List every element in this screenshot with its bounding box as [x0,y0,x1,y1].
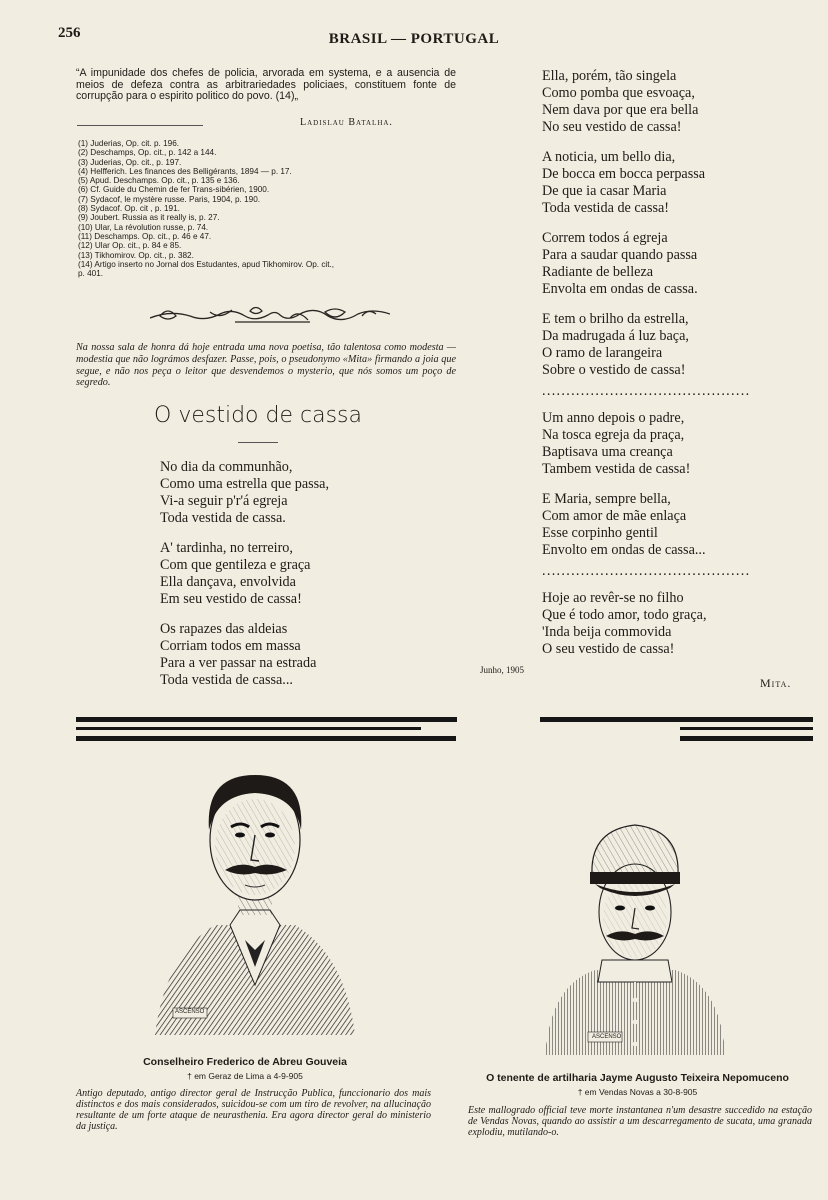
portrait-caption-name: O tenente de artilharia Jayme Augusto Teixeira Nepomuceno [486,1072,789,1084]
divider-bar [76,727,421,730]
footnote: (7) Sydacof, le mystère russe. Paris, 1904, p. 190. [78,194,261,204]
verse-line: A' tardinha, no terreiro, [160,540,293,556]
portrait-caption-text: Este mallogrado official teve morte instantanea n'um desastre succedido na estação de Vendas Novas, quando ao assistir a um descarregamento de sucata, uma granada explodiu, mutilando-o. [468,1105,812,1138]
verse-line: Nem dava por que era bella [542,102,699,118]
stanza [542,68,750,136]
footnote: (2) Deschamps, Op. cit., p. 142 a 144. [78,148,217,158]
footnote: (13) Tikhomirov. Op. cit., p. 382. [78,250,194,260]
footnote: (6) Cf. Guide du Chemin de fer Trans-sibérien, 1900. [78,185,270,195]
portrait-caption-death: † em Geraz de Lima a 4-9-905 [187,1071,303,1081]
verse-line: Em seu vestido de cassa! [160,591,302,607]
stanza [542,230,750,298]
verse-line: De bocca em bocca perpassa [542,166,706,182]
footnote: (12) Ular Op. cit., p. 84 e 85. [78,241,182,251]
author-divider [77,125,203,126]
stanza [542,311,750,379]
divider-bar [680,736,813,741]
poem-title: O vestido de cassa [154,403,362,428]
quote-text: “A impunidade dos chefes de policia, arvorada em systema, e a ausencia de meios de defeza contra as arbitrariedades policiaes, constituem fonte de corrupção para o espirito politico do povo. (14)„ [76,67,456,102]
footnote: (3) Juderias, Op. cit., p. 197. [78,157,182,167]
footnote: (4) Helfferich. Les finances des Belligérants, 1894 — p. 17. [78,166,292,176]
divider-bar [76,717,457,722]
ornament-divider-icon [150,302,390,328]
verse-line: Na tosca egreja da praça, [542,427,685,443]
verse-line: Envolta em ondas de cassa. [542,281,698,297]
verse-line: No dia da communhão, [160,459,293,475]
footnote: (11) Deschamps. Op. cit., p. 46 e 47. [78,231,212,241]
verse-line: Envolto em ondas de cassa... [542,542,706,558]
stanza [542,410,750,478]
ellipsis-divider: ........................................... [542,563,751,579]
verse-line: Toda vestida de cassa... [160,672,293,688]
verse-line: Corriam todos em massa [160,638,301,654]
verse-line: Toda vestida de cassa. [160,510,286,526]
verse-line: Da madrugada á luz baça, [542,328,689,344]
verse-line: O seu vestido de cassa! [542,641,675,657]
footnote: (9) Joubert. Russia as it really is, p. 27. [78,213,220,223]
verse-line: Tambem vestida de cassa! [542,461,691,477]
stanza [542,590,750,658]
verse-line: Sobre o vestido de cassa! [542,362,686,378]
verse-line: No seu vestido de cassa! [542,119,682,135]
verse-line: Como pomba que esvoaça, [542,85,695,101]
poem-signature: Mita. [760,676,792,690]
portrait-engraving-nepomuceno [540,800,730,1060]
portrait-caption-death: † em Vendas Novas a 30-8-905 [577,1087,698,1097]
title-divider [238,442,278,443]
verse-line: Radiante de belleza [542,264,654,280]
verse-line: De que ia casar Maria [542,183,667,199]
footnote: (14) Artigo inserto no Jornal dos Estudantes, apud Tikhomirov. Op. cit., [78,259,335,269]
footnote: (8) Sydacof. Op. cit , p. 191. [78,204,180,214]
verse-line: Como uma estrella que passa, [160,476,330,492]
page-number: 256 [58,25,81,41]
ellipsis-divider: ........................................... [542,383,751,399]
verse-line: Para a saudar quando passa [542,247,698,263]
portrait-caption-text: Antigo deputado, antigo director geral de Instrucção Publica, funccionario dos mais distinctos e dos mais considerados, suicidou-se com um tiro de revolver, na allucinação resultante de um forte ataque de neurasthenia. Era agora director geral do ministerio da justiça. [76,1088,431,1132]
verse-line: 'Inda beija commovida [542,624,672,640]
stanza [160,540,329,608]
stanza [542,149,750,217]
verse-line: Ella, porém, tão singela [542,68,677,84]
divider-bar [540,717,813,722]
footnote: (10) Ular, La révolution russe, p. 74. [78,222,209,232]
verse-line: A noticia, um bello dia, [542,149,676,165]
verse-line: Com amor de mãe enlaça [542,508,687,524]
verse-line: Os rapazes das aldeias [160,621,288,637]
verse-line: Que é todo amor, todo graça, [542,607,707,623]
verse-line: Ella dançava, envolvida [160,574,296,590]
verse-line: Esse corpinho gentil [542,525,658,541]
poem-date: Junho, 1905 [480,665,525,675]
verse-line: Para a ver passar na estrada [160,655,317,671]
verse-line: Hoje ao revêr-se no filho [542,590,684,606]
intro-paragraph: Na nossa sala de honra dá hoje entrada uma nova poetisa, tão talentosa como modesta — modestia que não lográmos desfazer. Passe, pois, o pseudonymo «Mita» firmando a joia que segue, e não nos peça o leitor que desvendemos o mysterio, que nós somos um poço de segredo. [76,342,456,389]
portrait-engraving-gouveia [145,735,365,1045]
engraver-signature: ASCENSO [175,1009,205,1015]
stanza [160,621,329,689]
divider-bar [680,727,813,730]
verse-line: Com que gentileza e graça [160,557,311,573]
footnote: (5) Apud. Deschamps. Op. cit., p. 135 e 136. [78,176,240,186]
engraver-signature: ASCENSO [592,1034,622,1040]
verse-line: Correm todos á egreja [542,230,668,246]
poem-column-right [542,68,750,671]
portrait-caption-name: Conselheiro Frederico de Abreu Gouveia [143,1056,347,1068]
quote-author: Ladislau Batalha. [300,117,393,128]
footnote: (1) Juderias, Op. cit. p. 196. [78,139,180,148]
poem-column-left [160,459,329,702]
stanza [542,491,750,559]
verse-line: Toda vestida de cassa! [542,200,670,216]
stanza [160,459,329,527]
verse-line: Um anno depois o padre, [542,410,685,426]
footnotes [78,139,458,278]
verse-line: E tem o brilho da estrella, [542,311,689,327]
footnote: p. 401. [78,269,104,279]
verse-line: E Maria, sempre bella, [542,491,671,507]
verse-line: Vi-a seguir p'r'á egreja [160,493,288,509]
verse-line: Baptisava uma creança [542,444,673,460]
page-header: BRASIL — PORTUGAL [328,31,500,47]
verse-line: O ramo de larangeira [542,345,663,361]
